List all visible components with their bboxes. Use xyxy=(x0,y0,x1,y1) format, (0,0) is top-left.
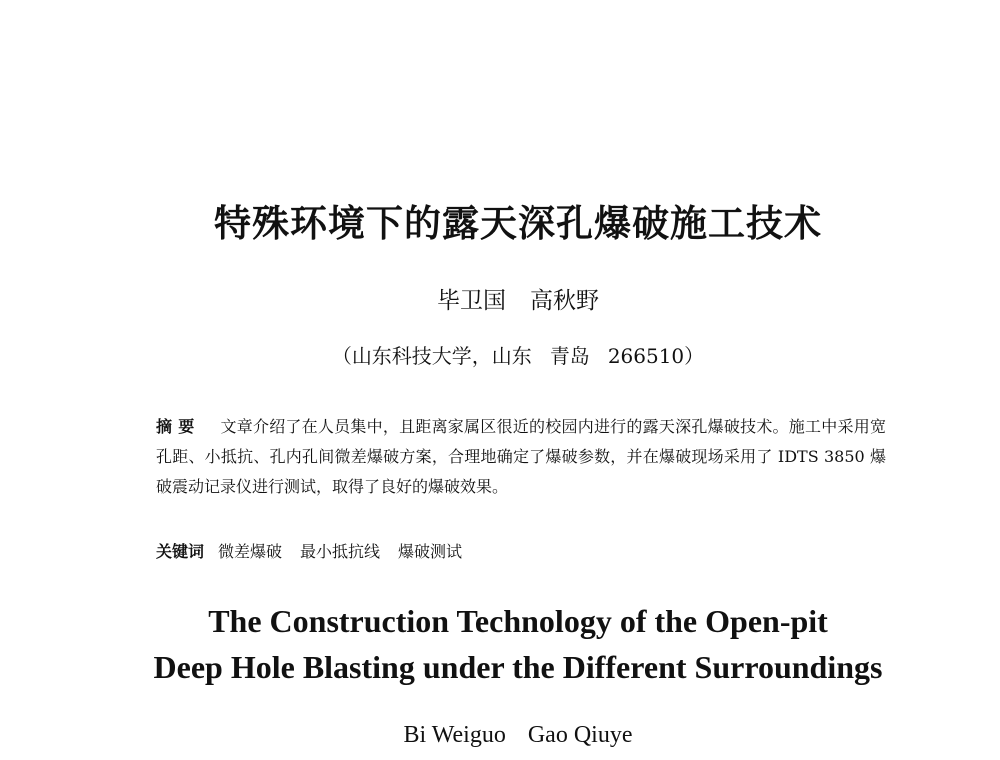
paper-title-english xyxy=(0,598,1000,690)
author-name: 毕卫国 xyxy=(437,288,506,314)
title-line: The Construction Technology of the Open-pit xyxy=(208,603,828,639)
affiliation-open-paren: （ xyxy=(331,344,352,368)
authors-english xyxy=(0,722,1000,749)
author-name: 高秋野 xyxy=(530,288,599,314)
affiliation-university: 山东科技大学，山东 xyxy=(351,344,532,368)
authors-chinese xyxy=(0,282,1000,315)
affiliation-city: 青岛 xyxy=(549,344,590,368)
affiliation-chinese xyxy=(0,340,1000,369)
abstract-text: 文章介绍了在人员集中，且距离家属区很近的校园内进行的露天深孔爆破技术。施工中采用宽孔距、小抵抗、孔内孔间微差爆破方案，合理地确定了爆破参数，并在爆破现场采用了 IDTS 3850 爆破震动记录仪进行测试，取得了良好的爆破效果。 xyxy=(156,417,886,496)
author-name: Gao Qiuye xyxy=(527,722,633,748)
keyword: 微差爆破 xyxy=(218,542,283,561)
keyword: 爆破测试 xyxy=(398,542,463,561)
author-name: Bi Weiguo xyxy=(403,722,506,748)
keyword: 最小抵抗线 xyxy=(300,542,381,561)
abstract-label: 摘要 xyxy=(156,417,201,436)
affiliation-close-paren: ） xyxy=(684,344,705,368)
keywords xyxy=(156,537,886,567)
keywords-label: 关键词 xyxy=(156,542,205,561)
paper-title-chinese: 特殊环境下的露天深孔爆破施工技术 xyxy=(214,201,822,245)
affiliation-postcode: 266510 xyxy=(607,344,685,368)
abstract xyxy=(156,412,886,502)
title-line: Deep Hole Blasting under the Different Surroundings xyxy=(153,649,883,685)
